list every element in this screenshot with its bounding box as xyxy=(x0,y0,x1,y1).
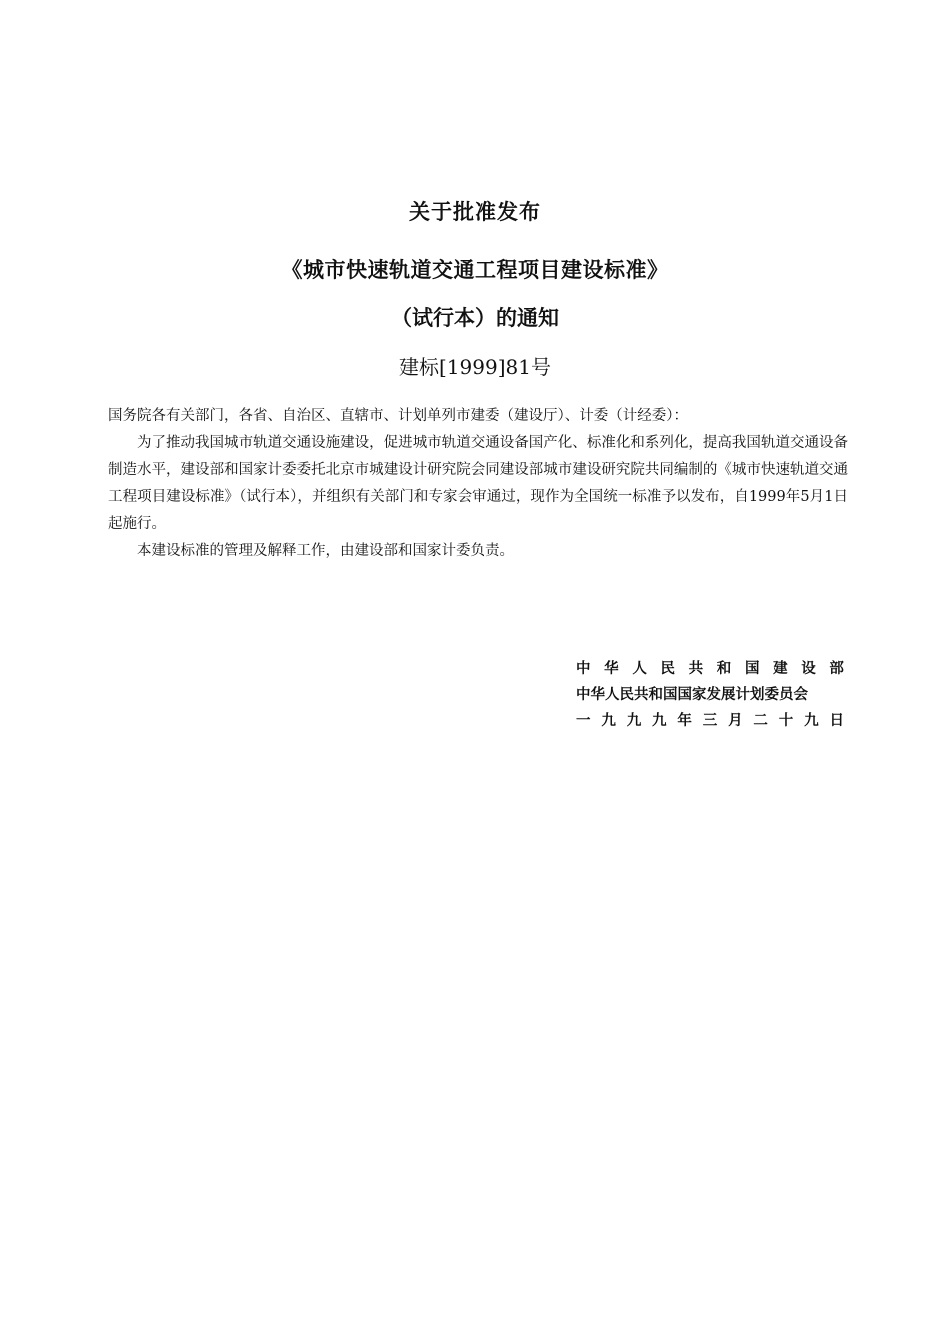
signature-date-char: 日 xyxy=(829,713,844,729)
signature-org-1-char: 共 xyxy=(688,661,704,677)
signature-block xyxy=(576,656,844,734)
document-number: 建标[1999]81号 xyxy=(399,355,551,379)
signature-date-char: 月 xyxy=(728,713,743,729)
signature-date-char: 九 xyxy=(804,713,819,729)
signature-org-1-char: 和 xyxy=(716,661,732,677)
title-line-1: 关于批准发布 xyxy=(409,200,541,224)
signature-date-char: 一 xyxy=(576,713,591,729)
signature-org-1-char: 华 xyxy=(604,661,619,677)
signature-date-char: 九 xyxy=(652,713,667,729)
salutation: 国务院各有关部门，各省、自治区、直辖市、计划单列市建委（建设厅）、计委（计经委）： xyxy=(108,408,688,424)
body-paragraph-1: 为了推动我国城市轨道交通设施建设，促进城市轨道交通设备国产化、标准化和系列化，提高我国轨道交通设备制造水平，建设部和国家计委委托北京市城建设计研究院会同建设部城市建设研究院共同编制的《城市快速轨道交通工程项目建设标准》（试行本），并组织有关部门和专家会审通过，现作为全国统一标准予以发布，自1999年5月1日起施行。 xyxy=(108,435,848,532)
signature-date-char: 三 xyxy=(702,713,718,729)
signature-org-1-char: 设 xyxy=(801,661,816,677)
title-line-3: （试行本）的通知 xyxy=(391,306,559,330)
body-paragraph-2: 本建设标准的管理及解释工作，由建设部和国家计委负责。 xyxy=(137,543,514,559)
signature-date-char: 十 xyxy=(778,713,794,729)
signature-date-char: 年 xyxy=(677,713,692,729)
signature-org-2: 中华人民共和国国家发展计划委员会 xyxy=(576,687,808,703)
signature-org-1-char: 民 xyxy=(660,661,675,677)
title-line-2: 《城市快速轨道交通工程项目建设标准》 xyxy=(281,258,669,282)
signature-date-char: 九 xyxy=(626,713,642,729)
signature-org-1 xyxy=(576,656,844,682)
signature-org-1-char: 部 xyxy=(829,661,844,677)
signature-date xyxy=(576,708,844,734)
signature-date-char: 二 xyxy=(753,713,768,729)
signature-org-1-char: 人 xyxy=(632,661,647,677)
signature-date-char: 九 xyxy=(601,713,616,729)
signature-org-1-char: 中 xyxy=(576,661,591,677)
signature-org-1-char: 建 xyxy=(773,661,788,677)
signature-org-1-char: 国 xyxy=(744,661,760,677)
